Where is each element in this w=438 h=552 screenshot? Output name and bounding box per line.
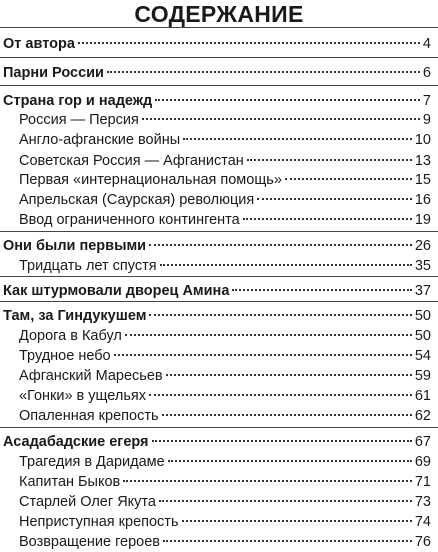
dot-leader bbox=[149, 314, 411, 316]
toc-entry-label: Советская Россия — Афганистан bbox=[19, 153, 244, 169]
toc-entry-label: Англо-афганские войны bbox=[19, 132, 181, 148]
toc-chapter[interactable] bbox=[3, 432, 431, 452]
dot-leader bbox=[182, 520, 412, 522]
toc-page-number: 62 bbox=[414, 408, 431, 424]
section-separator bbox=[0, 427, 438, 428]
dot-leader bbox=[163, 540, 412, 542]
toc-subentry[interactable] bbox=[19, 130, 431, 150]
dot-leader bbox=[285, 178, 412, 180]
dot-leader bbox=[107, 71, 420, 73]
toc-page-number: 59 bbox=[414, 368, 431, 384]
toc-subentry[interactable] bbox=[19, 110, 431, 130]
toc-page-number: 19 bbox=[414, 212, 431, 228]
toc-chapter[interactable] bbox=[3, 91, 431, 111]
dot-leader bbox=[155, 99, 420, 101]
dot-leader bbox=[152, 440, 412, 442]
section-separator bbox=[0, 301, 438, 302]
toc-entry-label: Первая «интернациональная помощь» bbox=[19, 172, 282, 188]
toc-entry-label: Афганский Маресьев bbox=[19, 368, 163, 384]
toc-page-number: 9 bbox=[422, 112, 431, 128]
dot-leader bbox=[149, 394, 412, 396]
toc-subentry[interactable] bbox=[19, 386, 431, 406]
dot-leader bbox=[168, 460, 412, 462]
toc-page-number: 67 bbox=[414, 434, 431, 450]
toc-page-number: 13 bbox=[414, 153, 431, 169]
toc-entry-label: Тридцать лет спустя bbox=[19, 258, 157, 274]
toc-page-number: 15 bbox=[414, 172, 431, 188]
toc-subentry[interactable] bbox=[19, 256, 431, 276]
toc-chapter[interactable] bbox=[3, 306, 431, 326]
toc-chapter[interactable] bbox=[3, 236, 431, 256]
toc-entry-label: Неприступная крепость bbox=[19, 514, 179, 530]
dot-leader bbox=[162, 414, 412, 416]
toc-entry-label: Старлей Олег Якута bbox=[19, 494, 156, 510]
section-separator bbox=[0, 231, 438, 232]
dot-leader bbox=[149, 244, 412, 246]
page-title: СОДЕРЖАНИЕ bbox=[134, 1, 304, 27]
toc-page-number: 7 bbox=[422, 93, 431, 109]
dot-leader bbox=[78, 42, 420, 44]
toc-subentry[interactable] bbox=[19, 532, 431, 552]
toc-entry-label: Ввод ограниченного контингента bbox=[19, 212, 240, 228]
toc-subentry[interactable] bbox=[19, 472, 431, 492]
dot-leader bbox=[114, 354, 412, 356]
toc-page-number: 37 bbox=[414, 283, 431, 299]
toc-page-number: 35 bbox=[414, 258, 431, 274]
dot-leader bbox=[166, 374, 412, 376]
toc-entry-label: Трудное небо bbox=[19, 348, 111, 364]
toc-entry-label: Возвращение героев bbox=[19, 534, 161, 550]
toc-chapter[interactable] bbox=[3, 63, 431, 83]
section-separator bbox=[0, 27, 438, 28]
toc-page-number: 16 bbox=[414, 192, 431, 208]
toc-entry-label: Там, за Гиндукушем bbox=[3, 308, 147, 324]
toc-page-number: 73 bbox=[414, 494, 431, 510]
toc-page-number: 10 bbox=[414, 132, 431, 148]
toc-page-number: 54 bbox=[414, 348, 431, 364]
toc-entry-label: Россия — Персия bbox=[19, 112, 139, 128]
toc-entry-label: От автора bbox=[3, 36, 75, 52]
toc-entry-label: Апрельская (Саурская) революция bbox=[19, 192, 255, 208]
toc-entry-label: Опаленная крепость bbox=[19, 408, 159, 424]
toc-entry-label: Они были первыми bbox=[3, 238, 147, 254]
toc-subentry[interactable] bbox=[19, 151, 431, 171]
toc-subentry[interactable] bbox=[19, 346, 431, 366]
toc-subentry[interactable] bbox=[19, 492, 431, 512]
toc-entry-label: Дорога в Кабул bbox=[19, 328, 122, 344]
section-separator bbox=[0, 85, 438, 86]
toc-page-number: 50 bbox=[414, 328, 431, 344]
toc-subentry[interactable] bbox=[19, 326, 431, 346]
toc-page-number: 26 bbox=[414, 238, 431, 254]
section-separator bbox=[0, 57, 438, 58]
toc-chapter[interactable] bbox=[3, 34, 431, 54]
dot-leader bbox=[183, 138, 412, 140]
toc-page-number: 61 bbox=[414, 388, 431, 404]
toc-entry-label: Парни России bbox=[3, 65, 104, 81]
dot-leader bbox=[243, 218, 412, 220]
dot-leader bbox=[123, 480, 412, 482]
toc-page-number: 74 bbox=[414, 514, 431, 530]
toc-subentry[interactable] bbox=[19, 452, 431, 472]
dot-leader bbox=[232, 289, 411, 291]
dot-leader bbox=[125, 334, 412, 336]
toc-page-number: 6 bbox=[422, 65, 431, 81]
toc-entry-label: Как штурмовали дворец Амина bbox=[3, 283, 230, 299]
toc-chapter[interactable] bbox=[3, 281, 431, 301]
toc-page-number: 76 bbox=[414, 534, 431, 550]
section-separator bbox=[0, 276, 438, 277]
toc-entry-label: Трагедия в Даридаме bbox=[19, 454, 165, 470]
toc-subentry[interactable] bbox=[19, 366, 431, 386]
dot-leader bbox=[159, 500, 412, 502]
toc-subentry[interactable] bbox=[19, 406, 431, 426]
dot-leader bbox=[160, 264, 412, 266]
toc-page-number: 50 bbox=[414, 308, 431, 324]
toc-entry-label: Капитан Быков bbox=[19, 474, 121, 490]
toc-entry-label: «Гонки» в ущельях bbox=[19, 388, 147, 404]
dot-leader bbox=[247, 159, 412, 161]
toc-page-number: 4 bbox=[422, 36, 431, 52]
dot-leader bbox=[142, 118, 420, 120]
toc-subentry[interactable] bbox=[19, 512, 431, 532]
toc-subentry[interactable] bbox=[19, 190, 431, 210]
toc-entry-label: Страна гор и надежд bbox=[3, 93, 153, 109]
toc-entry-label: Асадабадские егеря bbox=[3, 434, 149, 450]
toc-page-number: 69 bbox=[414, 454, 431, 470]
dot-leader bbox=[257, 198, 412, 200]
toc-subentry[interactable] bbox=[19, 210, 431, 230]
toc-page-number: 71 bbox=[414, 474, 431, 490]
toc-subentry[interactable] bbox=[19, 170, 431, 190]
